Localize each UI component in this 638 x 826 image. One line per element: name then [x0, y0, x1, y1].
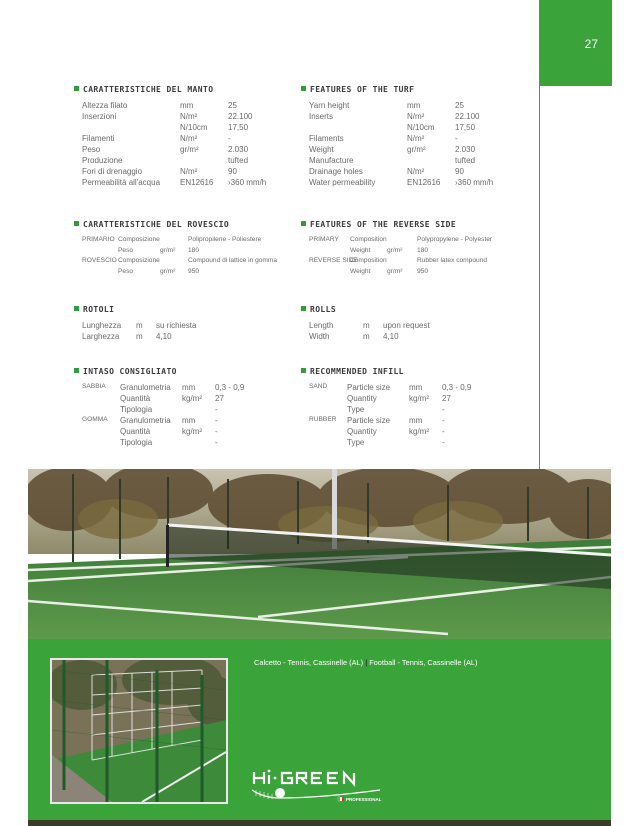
spec-row [301, 112, 480, 123]
spec-label: Composition [350, 236, 387, 243]
spec-group: RUBBER [309, 416, 337, 423]
spec-label: Inserzioni [82, 112, 117, 121]
spec-label: Type [347, 405, 365, 414]
spec-label: Composizione [118, 257, 160, 264]
spec-label: Particle size [347, 416, 391, 425]
spec-value: 27 [215, 394, 224, 403]
spec-label: Water permeability [309, 178, 376, 187]
spec-label: Width [309, 332, 330, 341]
spec-value: - [215, 405, 218, 414]
spec-value: tufted [228, 156, 249, 165]
section-title: ROTOLI [83, 305, 115, 314]
spec-unit: kg/m² [182, 427, 202, 436]
spec-value: 4,10 [156, 332, 172, 341]
spec-value: su richiesta [156, 321, 197, 330]
backing-en [301, 220, 493, 278]
spec-unit: EN12616 [407, 178, 441, 187]
spec-row [301, 236, 493, 247]
spec-list [74, 321, 197, 343]
spec-unit: m [136, 321, 143, 330]
rolls-en [301, 305, 430, 343]
spec-unit: m [136, 332, 143, 341]
spec-row [74, 236, 262, 247]
spec-row [74, 332, 172, 343]
spec-row [74, 321, 197, 332]
spec-list [74, 101, 267, 189]
spec-value: upon request [383, 321, 430, 330]
spec-label: Composition [350, 257, 387, 264]
spec-row [301, 332, 399, 343]
spec-unit: N/m² [180, 112, 198, 121]
spec-value: 950 [417, 267, 429, 275]
spec-unit: gr/m² [160, 246, 176, 254]
section-title: FEATURES OF THE REVERSE SIDE [310, 220, 457, 229]
spec-row [301, 247, 456, 258]
spec-row [301, 167, 464, 178]
page-number-tab [539, 0, 612, 86]
spec-label: Permeabilità all'acqua [82, 178, 161, 187]
spec-label: Composizione [118, 236, 160, 243]
square-bullet-icon [301, 86, 306, 91]
square-bullet-icon [74, 221, 79, 226]
caption-separator: | [365, 658, 368, 667]
spec-row [301, 101, 464, 112]
spec-label: Peso [118, 267, 134, 275]
spec-value: Compound di lattice in gomma [188, 257, 278, 264]
spec-label: Larghezza [82, 332, 120, 341]
spec-row [301, 268, 456, 279]
spec-unit: m [363, 332, 370, 341]
spec-label: Peso [82, 145, 101, 154]
spec-row [74, 156, 249, 167]
spec-list [301, 321, 430, 343]
spec-value: Rubber latex compound [417, 257, 488, 264]
spec-row [74, 101, 237, 112]
spec-group: GOMMA [82, 416, 108, 423]
spec-value: - [442, 427, 445, 436]
spec-value: - [442, 405, 445, 414]
spec-value: 17,50 [455, 123, 476, 132]
spec-unit: mm [180, 101, 194, 110]
spec-label: Manufacture [309, 156, 354, 165]
spec-row [301, 134, 458, 145]
square-bullet-icon [74, 368, 79, 373]
spec-list [74, 383, 245, 449]
spec-label: Peso [118, 246, 134, 254]
spec-value: Polipropilene - Poliestere [188, 236, 262, 243]
spec-row [74, 383, 245, 394]
section-title: ROLLS [310, 305, 337, 314]
spec-value: - [215, 416, 218, 425]
spec-list [74, 236, 278, 278]
spec-label: Quantità [120, 394, 151, 403]
hi-green-logo-mark [250, 768, 390, 804]
spec-label: Lunghezza [82, 321, 122, 330]
spec-label: Weight [350, 246, 371, 254]
section-title: FEATURES OF THE TURF [310, 85, 415, 94]
spec-unit: gr/m² [387, 246, 403, 254]
spec-label: Filamenti [82, 134, 115, 143]
spec-label: Filaments [309, 134, 344, 143]
spec-unit: gr/m² [407, 145, 426, 154]
spec-group: ROVESCIO [82, 257, 117, 264]
logo-tagline: PROFESSIONAL [346, 797, 382, 802]
infill-it [74, 367, 245, 449]
spec-unit: N/m² [407, 167, 425, 176]
spec-value: 27 [442, 394, 451, 403]
bottom-strip [28, 820, 611, 826]
spec-label: Inserts [309, 112, 334, 121]
spec-value: 25 [228, 101, 237, 110]
spec-label: Weight [350, 267, 371, 275]
section-title: CARATTERISTICHE DEL MANTO [83, 85, 214, 94]
spec-label: Weight [309, 145, 334, 154]
square-bullet-icon [301, 368, 306, 373]
spec-value: 0,3 - 0,9 [442, 383, 472, 392]
spec-unit: mm [182, 383, 196, 392]
spec-value: 25 [455, 101, 464, 110]
turf-features-en [301, 85, 494, 189]
spec-value: - [442, 416, 445, 425]
square-bullet-icon [74, 86, 79, 91]
spec-row [301, 257, 488, 268]
spec-value: 22.100 [228, 112, 253, 121]
spec-unit: mm [409, 416, 423, 425]
spec-row [301, 416, 445, 427]
spec-row [74, 178, 267, 189]
caption-italian: Calcetto - Tennis, Cassinelle (AL) [254, 658, 364, 667]
spec-row [74, 427, 218, 438]
spec-group: REVERSE SIDE [309, 257, 358, 264]
spec-row [301, 438, 445, 449]
spec-list [301, 236, 493, 278]
spec-group: SAND [309, 383, 328, 390]
spec-label: Quantità [120, 427, 151, 436]
spec-unit: gr/m² [387, 267, 403, 275]
spec-row [301, 178, 494, 189]
spec-unit: N/m² [180, 134, 198, 143]
square-bullet-icon [74, 306, 79, 311]
rolls-it [74, 305, 197, 343]
spec-row [74, 134, 231, 145]
spec-unit: N/m² [407, 112, 425, 121]
spec-unit: N/10cm [407, 123, 435, 132]
square-bullet-icon [301, 306, 306, 311]
spec-row [301, 145, 476, 156]
spec-label: Length [309, 321, 334, 330]
spec-label: Granulometria [120, 383, 171, 392]
spec-label: Granulometria [120, 416, 171, 425]
spec-value: 2.030 [228, 145, 249, 154]
spec-label: Tipologia [120, 405, 153, 414]
spec-value: 90 [228, 167, 237, 176]
spec-value: 950 [188, 267, 200, 275]
spec-group: PRIMARY [309, 236, 339, 243]
square-bullet-icon [301, 221, 306, 226]
infill-en [301, 367, 472, 449]
spec-label: Quantity [347, 394, 377, 403]
spec-list [301, 383, 472, 449]
spec-value: 90 [455, 167, 464, 176]
spec-value: 22.100 [455, 112, 480, 121]
spec-row [301, 123, 476, 134]
spec-value: tufted [455, 156, 476, 165]
spec-unit: mm [407, 101, 421, 110]
section-title: CARATTERISTICHE DEL ROVESCIO [83, 220, 230, 229]
spec-value: - [215, 427, 218, 436]
spec-row [301, 321, 430, 332]
spec-list [301, 101, 494, 189]
spec-row [74, 247, 229, 258]
spec-unit: gr/m² [180, 145, 199, 154]
spec-value: 4,10 [383, 332, 399, 341]
football-goal-photo [50, 658, 228, 804]
spec-row [301, 405, 445, 416]
spec-row [301, 427, 445, 438]
spec-label: Tipologia [120, 438, 153, 447]
spec-row [74, 405, 218, 416]
spec-row [74, 257, 278, 268]
section-title: INTASO CONSIGLIATO [83, 367, 177, 376]
spec-unit: gr/m² [160, 267, 176, 275]
football-goal-illustration [52, 660, 226, 802]
spec-label: Fori di drenaggio [82, 167, 143, 176]
section-title: RECOMMENDED INFILL [310, 367, 404, 376]
spec-value: - [215, 438, 218, 447]
spec-unit: kg/m² [409, 427, 429, 436]
spec-value: ›360 mm/h [455, 178, 494, 187]
spec-label: Particle size [347, 383, 391, 392]
spec-value: ›360 mm/h [228, 178, 267, 187]
spec-value: 180 [188, 246, 200, 254]
spec-unit: N/m² [180, 167, 198, 176]
spec-value: 17,50 [228, 123, 249, 132]
spec-row [74, 123, 249, 134]
spec-row [74, 112, 253, 123]
hi-green-logo [250, 768, 390, 804]
backing-it [74, 220, 278, 278]
spec-unit: N/m² [407, 134, 425, 143]
spec-value: - [442, 438, 445, 447]
spec-row [74, 167, 237, 178]
spec-row [301, 156, 476, 167]
spec-value: Polypropylene - Polyester [417, 236, 493, 243]
spec-label: Yarn height [309, 101, 350, 110]
page-number: 27 [584, 37, 598, 51]
spec-label: Altezza filato [82, 101, 128, 110]
spec-unit: m [363, 321, 370, 330]
spec-row [74, 438, 218, 449]
photo-caption [254, 658, 478, 667]
spec-group: PRIMARIO [82, 236, 115, 243]
spec-label: Drainage holes [309, 167, 363, 176]
tennis-court-illustration [28, 469, 611, 639]
spec-unit: kg/m² [182, 394, 202, 403]
spec-value: - [228, 134, 231, 143]
spec-value: 2.030 [455, 145, 476, 154]
tennis-court-photo [28, 469, 611, 639]
spec-value: 0,3 - 0,9 [215, 383, 245, 392]
spec-label: Produzione [82, 156, 123, 165]
spec-row [74, 394, 224, 405]
spec-label: Type [347, 438, 365, 447]
spec-row [301, 394, 451, 405]
spec-row [74, 268, 229, 279]
caption-english: Football - Tennis, Cassinelle (AL) [369, 658, 478, 667]
spec-unit: EN12616 [180, 178, 214, 187]
spec-unit: N/10cm [180, 123, 208, 132]
spec-unit: mm [409, 383, 423, 392]
spec-label: Quantity [347, 427, 377, 436]
turf-features-it [74, 85, 267, 189]
spec-unit: kg/m² [409, 394, 429, 403]
spec-row [301, 383, 472, 394]
spec-value: 180 [417, 246, 429, 254]
spec-group: SABBIA [82, 383, 106, 390]
spec-value: - [455, 134, 458, 143]
spec-row [74, 145, 249, 156]
spec-row [74, 416, 218, 427]
spec-unit: mm [182, 416, 196, 425]
